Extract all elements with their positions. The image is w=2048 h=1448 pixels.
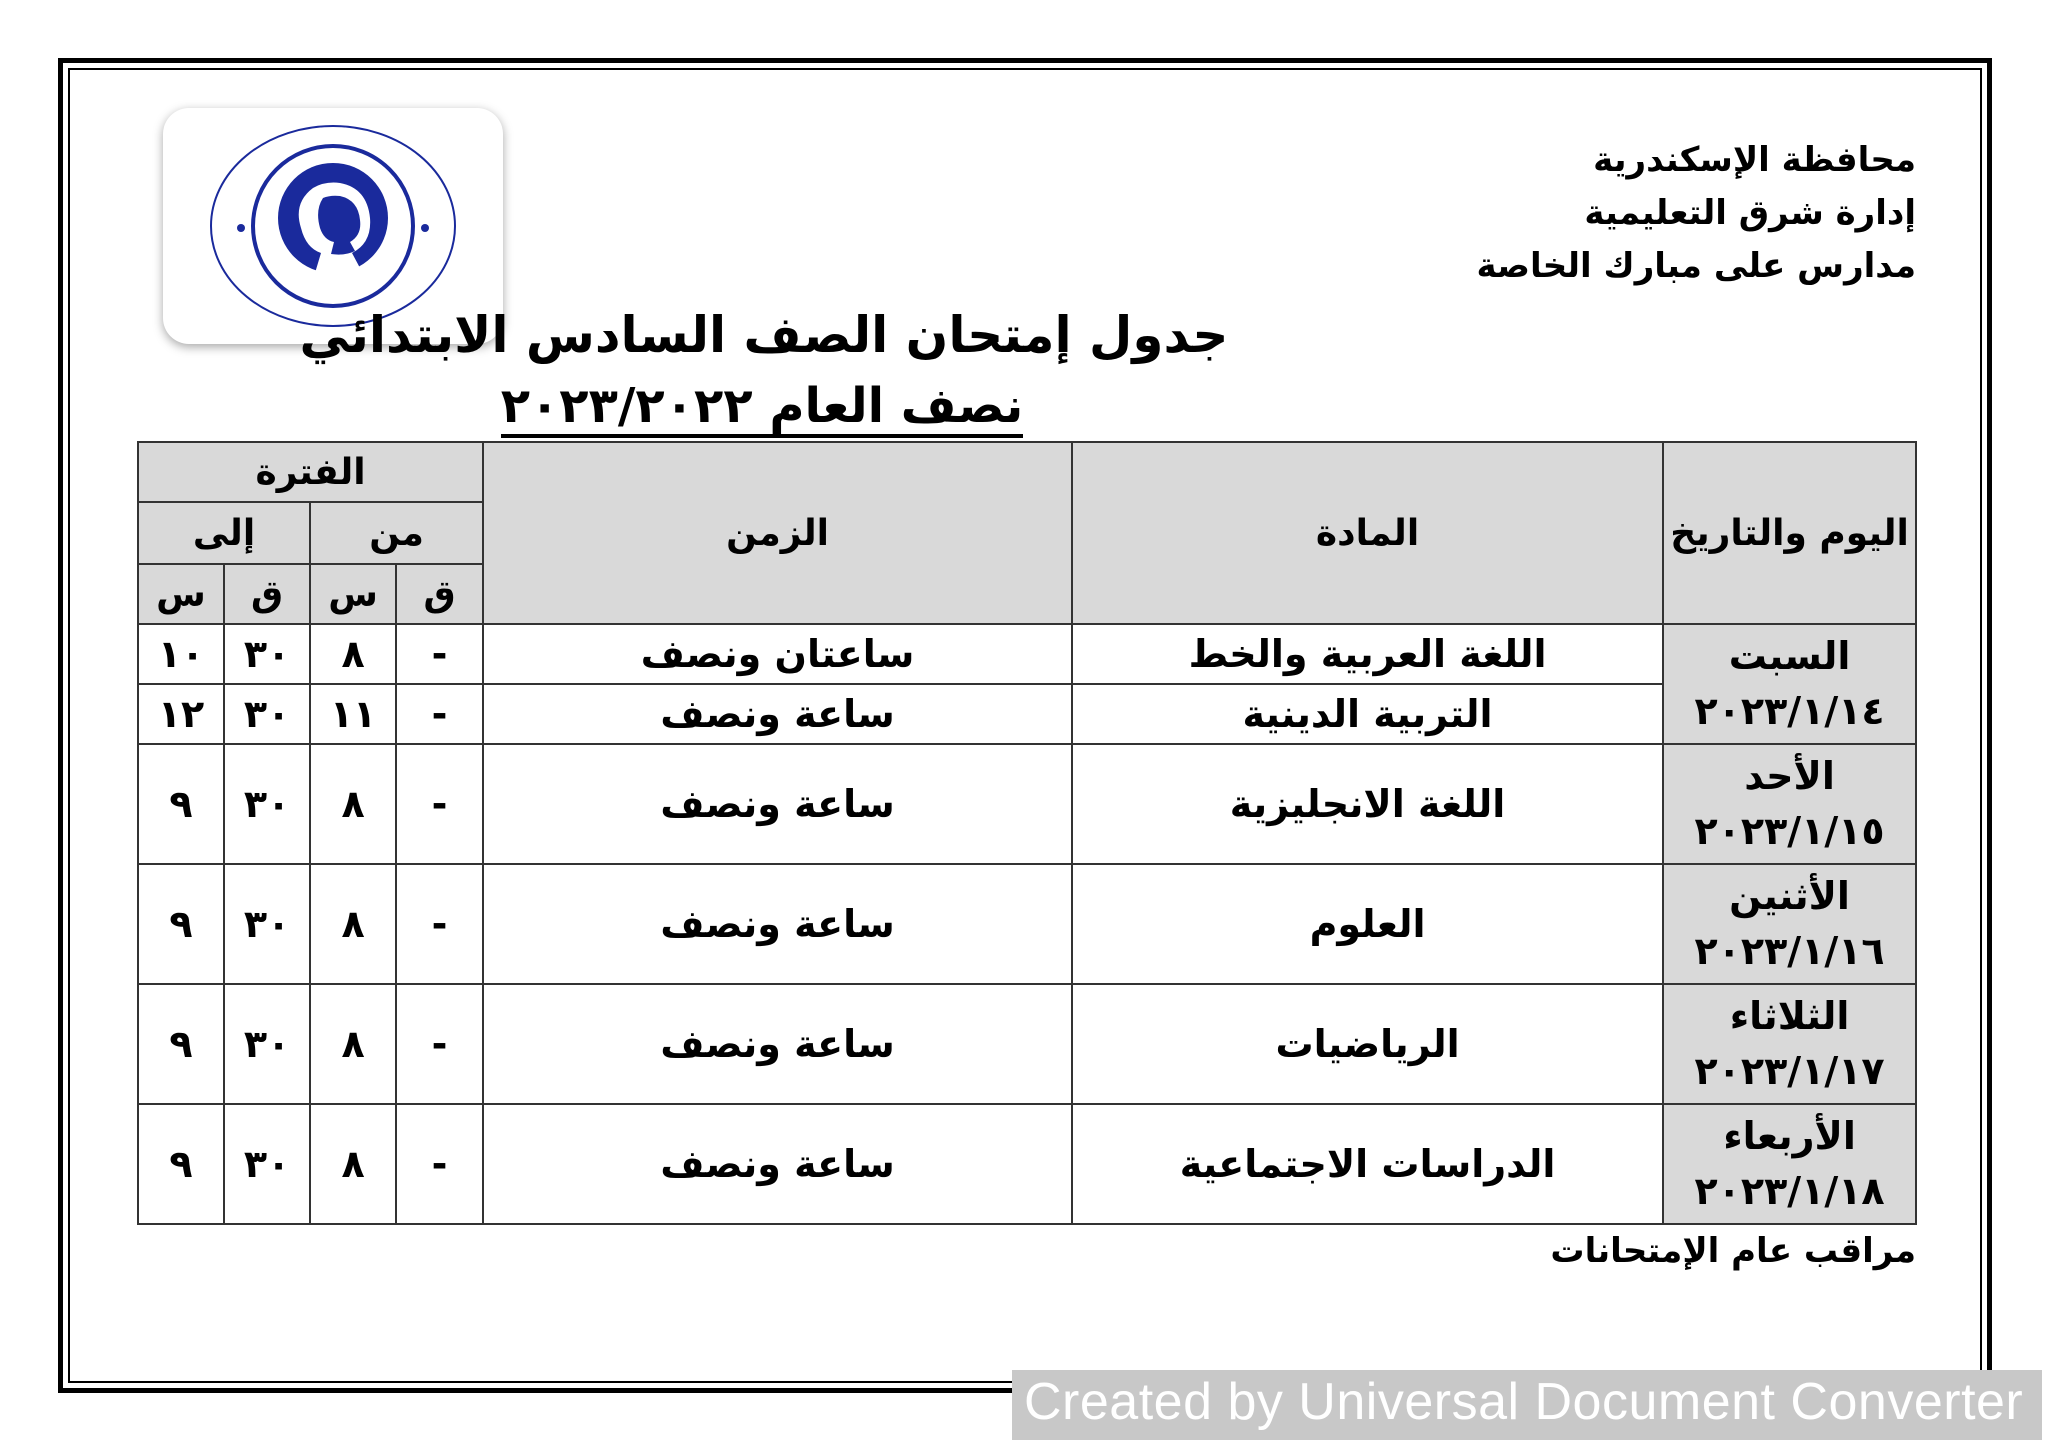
from-minute-cell: -: [396, 1104, 483, 1224]
day-name: الأثنين: [1729, 874, 1850, 918]
subject-cell: التربية الدينية: [1072, 684, 1663, 744]
day-date-cell: [1663, 744, 1916, 864]
duration-cell: ساعة ونصف: [483, 984, 1072, 1104]
to-hour-cell: ٩: [138, 864, 224, 984]
subject-cell: الدراسات الاجتماعية: [1072, 1104, 1663, 1224]
to-hour-cell: ٩: [138, 744, 224, 864]
duration-cell: ساعة ونصف: [483, 1104, 1072, 1224]
from-minute-cell: -: [396, 624, 483, 684]
table-row: [138, 1104, 1916, 1224]
subject-cell: الرياضيات: [1072, 984, 1663, 1104]
header-subject: المادة: [1072, 442, 1663, 624]
to-hour-cell: ١٠: [138, 624, 224, 684]
day-name: الأربعاء: [1723, 1114, 1856, 1158]
to-minute-cell: ٣٠: [224, 1104, 310, 1224]
document-subtitle: نصف العام ٢٠٢٣/٢٠٢٢: [0, 378, 2048, 438]
header-to-minute: ق: [224, 564, 310, 624]
exam-supervisor-label: مراقب عام الإمتحانات: [1550, 1231, 1916, 1271]
table-row: [138, 984, 1916, 1104]
from-minute-cell: -: [396, 864, 483, 984]
header-from: من: [310, 502, 483, 564]
to-minute-cell: ٣٠: [224, 684, 310, 744]
from-hour-cell: ٨: [310, 864, 396, 984]
from-hour-cell: ٨: [310, 984, 396, 1104]
day-name: السبت: [1728, 634, 1851, 678]
duration-cell: ساعة ونصف: [483, 744, 1072, 864]
subject-cell: اللغة الانجليزية: [1072, 744, 1663, 864]
day-date-cell: [1663, 864, 1916, 984]
document-title: جدول إمتحان الصف السادس الابتدائي: [299, 306, 1229, 364]
exam-date: ٢٠٢٣/١/١٦: [1694, 929, 1885, 973]
day-name: الأحد: [1744, 754, 1835, 798]
exam-date: ٢٠٢٣/١/١٧: [1694, 1049, 1885, 1093]
header-to-hour: س: [138, 564, 224, 624]
to-minute-cell: ٣٠: [224, 744, 310, 864]
to-minute-cell: ٣٠: [224, 624, 310, 684]
table-row: [138, 864, 1916, 984]
from-minute-cell: -: [396, 684, 483, 744]
school-name-label: مدارس على مبارك الخاصة: [1476, 246, 1916, 286]
exam-date: ٢٠٢٣/١/١٥: [1694, 809, 1885, 853]
subject-cell: العلوم: [1072, 864, 1663, 984]
day-date-cell: [1663, 984, 1916, 1104]
from-hour-cell: ٨: [310, 1104, 396, 1224]
table-row: [138, 624, 1916, 684]
to-minute-cell: ٣٠: [224, 984, 310, 1104]
to-hour-cell: ١٢: [138, 684, 224, 744]
day-date-cell: [1663, 624, 1916, 744]
from-hour-cell: ٨: [310, 744, 396, 864]
subject-cell: اللغة العربية والخط: [1072, 624, 1663, 684]
day-date-cell: [1663, 1104, 1916, 1224]
exam-date: ٢٠٢٣/١/١٨: [1694, 1169, 1885, 1213]
day-name: الثلاثاء: [1729, 994, 1850, 1038]
header-from-hour: س: [310, 564, 396, 624]
duration-cell: ساعة ونصف: [483, 864, 1072, 984]
header-day-date: اليوم والتاريخ: [1663, 442, 1916, 624]
to-hour-cell: ٩: [138, 984, 224, 1104]
administration-label: إدارة شرق التعليمية: [1584, 193, 1916, 233]
exam-date: ٢٠٢٣/١/١٤: [1694, 689, 1885, 733]
header-duration: الزمن: [483, 442, 1072, 624]
from-minute-cell: -: [396, 984, 483, 1104]
from-hour-cell: ٨: [310, 624, 396, 684]
header-from-minute: ق: [396, 564, 483, 624]
table-row: [138, 744, 1916, 864]
to-minute-cell: ٣٠: [224, 864, 310, 984]
to-hour-cell: ٩: [138, 1104, 224, 1224]
duration-cell: ساعتان ونصف: [483, 624, 1072, 684]
watermark-text: Created by Universal Document Converter: [1024, 1373, 2024, 1431]
duration-cell: ساعة ونصف: [483, 684, 1072, 744]
governorate-label: محافظة الإسكندرية: [1593, 140, 1916, 180]
header-period: الفترة: [138, 442, 483, 502]
from-minute-cell: -: [396, 744, 483, 864]
from-hour-cell: ١١: [310, 684, 396, 744]
table-row: [138, 684, 1916, 744]
exam-schedule-table: [137, 441, 1917, 1225]
converter-watermark: [1012, 1370, 2042, 1440]
header-to: إلى: [138, 502, 310, 564]
